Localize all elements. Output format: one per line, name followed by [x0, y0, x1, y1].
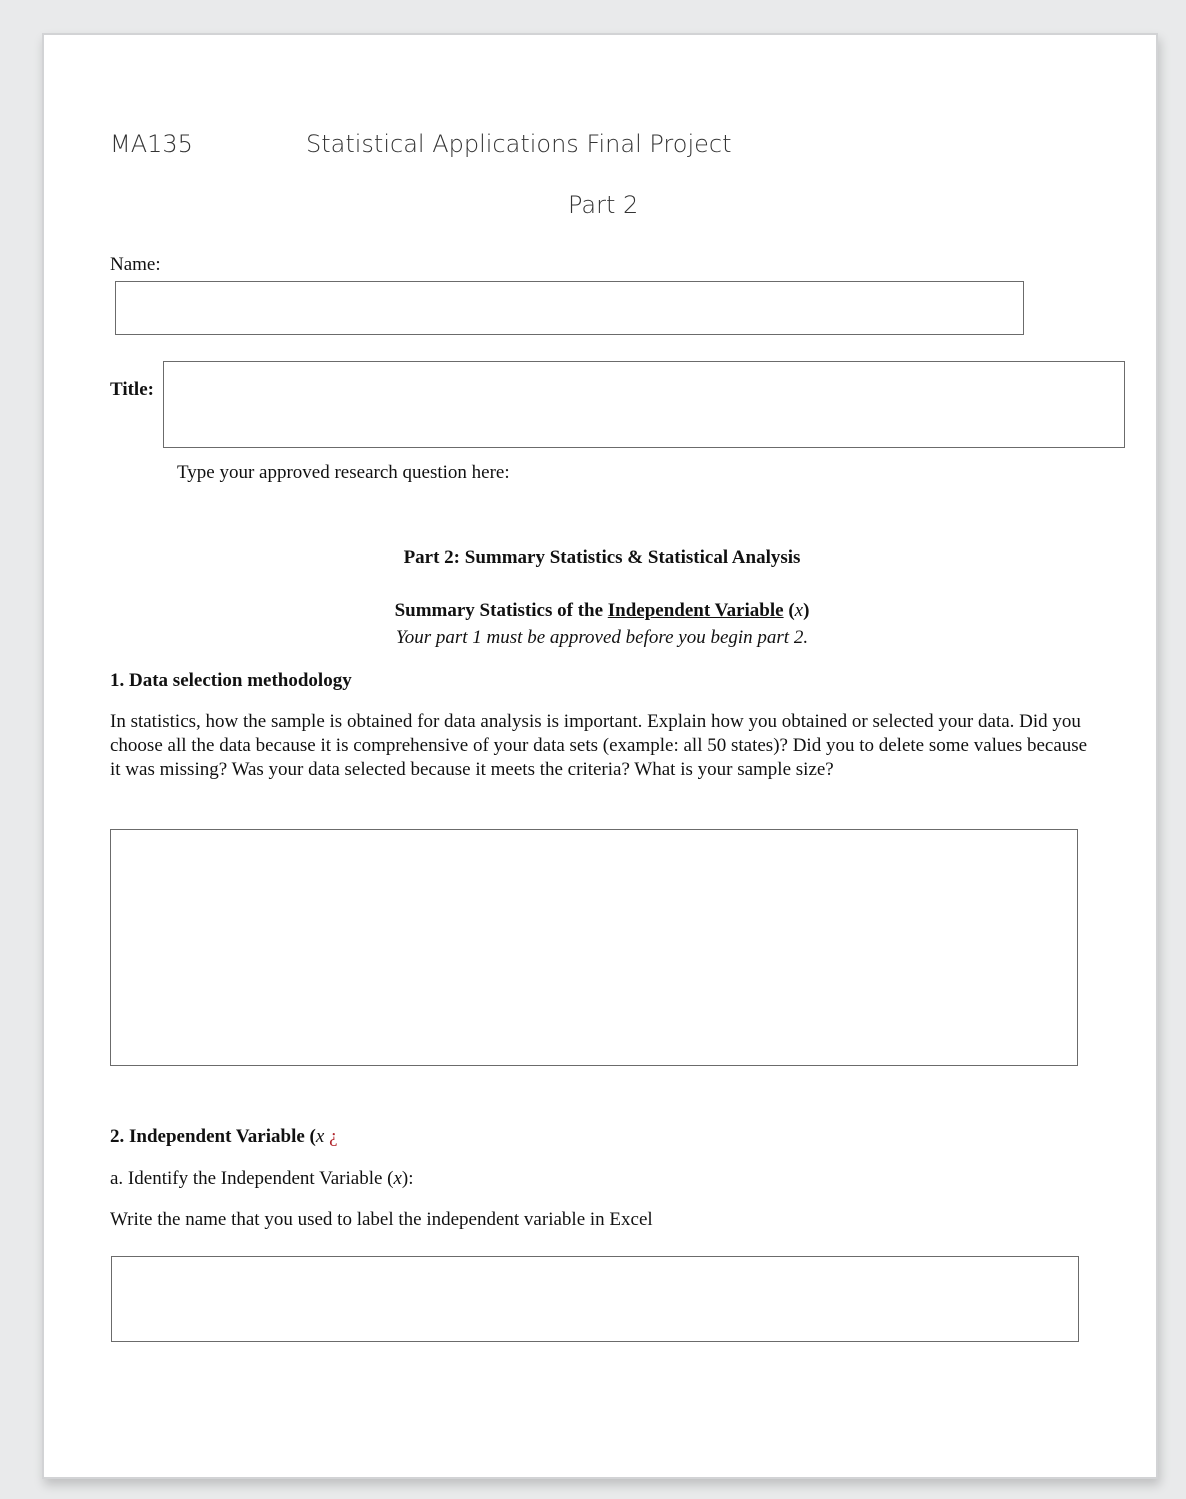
question2a-suffix: ):: [401, 1168, 414, 1189]
question2-heading-prefix: 2. Independent Variable (: [110, 1126, 316, 1147]
part-label: Part 2: [568, 191, 639, 219]
course-code: MA135: [110, 130, 193, 158]
question2-heading-var: x: [315, 1126, 325, 1147]
question2a-text: [110, 1167, 414, 1191]
name-label: Name:: [110, 254, 161, 275]
section-heading: Part 2: Summary Statistics & Statistical Analysis: [403, 547, 801, 568]
question2a-var: x: [393, 1168, 402, 1189]
sub-heading-open: (: [783, 600, 795, 621]
course-title: Statistical Applications Final Project: [306, 130, 732, 158]
sub-heading-var: x: [794, 600, 804, 621]
title-label: Title:: [110, 379, 154, 400]
question1-heading: 1. Data selection methodology: [110, 670, 352, 691]
research-question-prompt: Type your approved research question here:: [177, 462, 510, 483]
question2-heading-glyph: ¿: [329, 1126, 338, 1147]
sub-heading: [44, 599, 1160, 623]
question1-answer-field[interactable]: [110, 829, 1078, 1066]
sub-heading-close: ): [803, 600, 810, 621]
sub-heading-prefix: Summary Statistics of the: [394, 600, 608, 621]
title-field[interactable]: [163, 361, 1125, 448]
question2-instruction: Write the name that you used to label the independent variable in Excel: [110, 1209, 653, 1230]
question1-text: In statistics, how the sample is obtained for data analysis is important. Explain how you obtained or selected your data. Did you choose all the data because it is comprehensive of your data sets (example: all 50 states)? Did you to delete some values because it was missing? Was your data selected because it meets the criteria? What is your sample size?: [110, 711, 1088, 780]
sub-heading-underlined: Independent Variable: [607, 600, 784, 621]
question2-answer-field[interactable]: [111, 1256, 1079, 1342]
document-page: [42, 33, 1158, 1479]
question2-heading: [110, 1125, 338, 1149]
approval-note: Your part 1 must be approved before you begin part 2.: [395, 627, 809, 648]
question2a-prefix: a. Identify the Independent Variable (: [110, 1168, 394, 1189]
name-field[interactable]: [115, 281, 1024, 335]
